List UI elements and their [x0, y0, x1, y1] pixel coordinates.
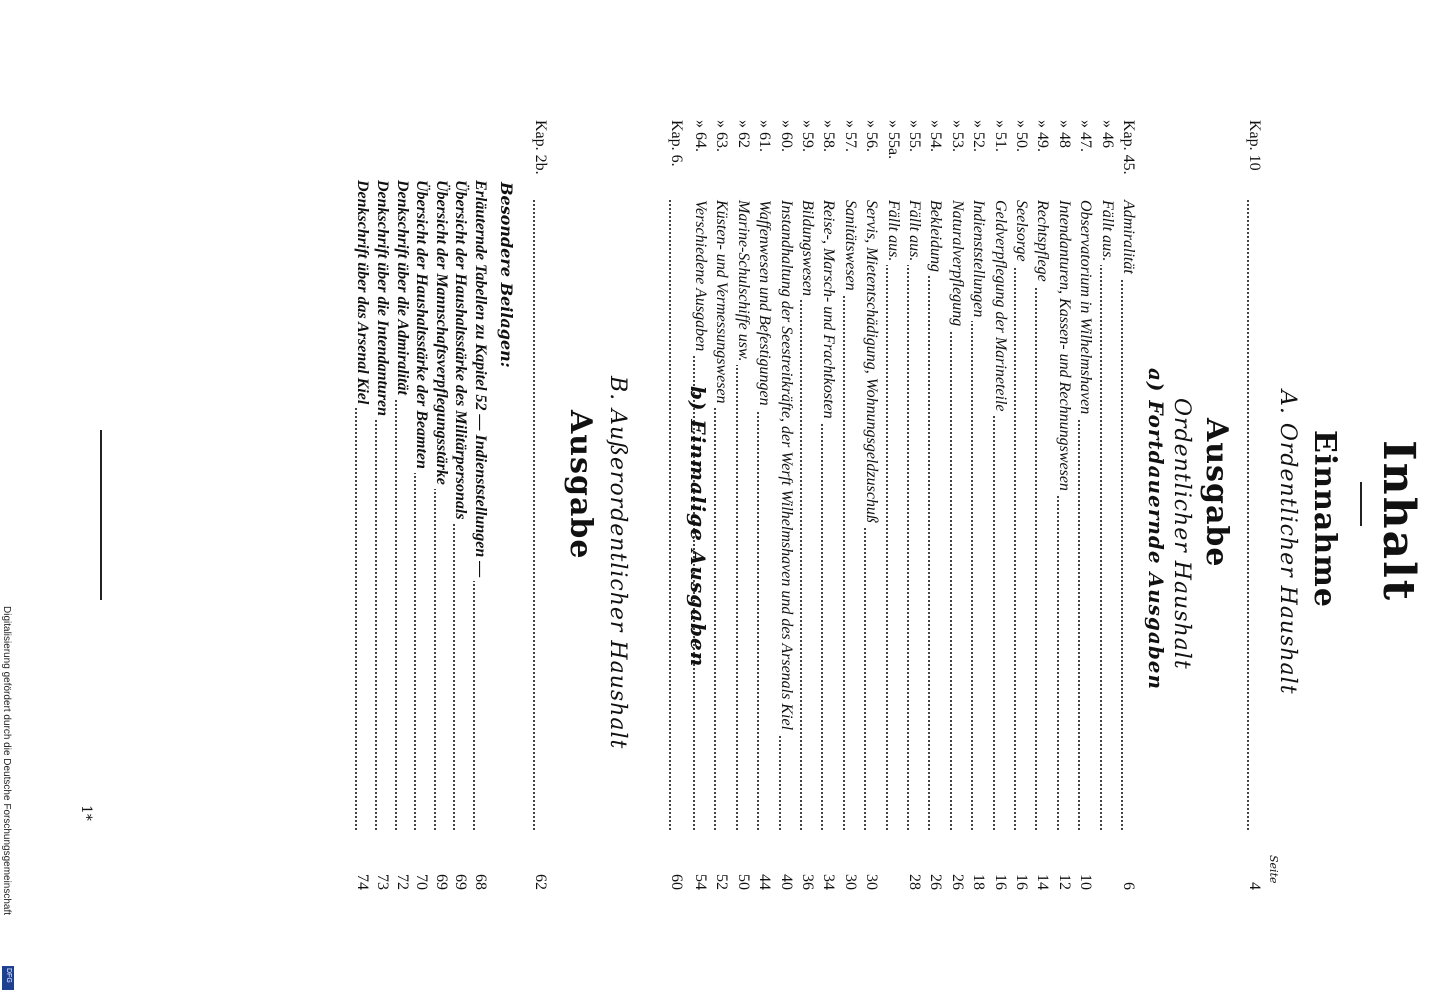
page-number: 12	[1055, 874, 1073, 890]
entry-label: Indienststellungen	[968, 200, 988, 321]
kap-number: » 64.	[692, 120, 709, 152]
einnahme-heading: Einnahme	[1307, 430, 1342, 608]
kap-number: » 52.	[970, 120, 988, 152]
page-number: 26	[948, 874, 966, 890]
entry-label: Observatorium in Wilhelmshaven	[1075, 200, 1095, 418]
entry-label: Fällt aus.	[883, 200, 903, 265]
toc-row	[352, 180, 372, 890]
kap-number: » 54.	[927, 120, 945, 152]
page-number: 74	[354, 874, 372, 890]
ausgabe-sub: Ordentlicher Haushalt	[1169, 398, 1194, 670]
leader-dots	[669, 200, 686, 830]
page-number: 4	[1246, 882, 1263, 890]
page-number: 60	[668, 874, 685, 890]
page-number: 18	[970, 874, 988, 890]
page-number: 26	[927, 874, 945, 890]
digitization-credit	[0, 606, 14, 990]
page-number: 16	[991, 874, 1009, 890]
dfg-logo-text: DFG	[5, 968, 12, 983]
page-number: 30	[841, 874, 859, 890]
page-number: 52	[713, 874, 731, 890]
leader-dots	[886, 200, 903, 830]
kap-number: Kap. 6.	[668, 120, 685, 167]
page-number: 72	[393, 874, 411, 890]
page-number: 36	[799, 874, 816, 890]
page-number: 30	[863, 874, 881, 890]
kap-number: » 51.	[991, 120, 1009, 152]
kap-number: » 55.	[906, 120, 923, 152]
entry-label: Denkschrift über das Arsenal Kiel	[352, 180, 372, 408]
kap-number: » 48	[1055, 120, 1073, 148]
entry-label: Bekleidung	[925, 200, 945, 276]
ausgabe-heading: Ausgabe	[1199, 418, 1234, 568]
closing-rule	[100, 430, 102, 600]
kap-number: » 46	[1098, 120, 1116, 148]
toc-row	[1011, 120, 1031, 890]
toc-row	[1097, 120, 1117, 890]
toc-row	[947, 120, 967, 890]
page-number: 69	[432, 874, 450, 890]
toc-row	[450, 180, 470, 890]
entry-label: Intendanturen, Kassen- und Rechnungswesen	[1054, 200, 1074, 495]
entry-label: Admiralität	[1118, 200, 1138, 278]
dfg-logo	[2, 966, 14, 990]
seite-label: Seite	[1267, 855, 1280, 884]
toc-row	[470, 180, 490, 890]
toc-row	[861, 120, 881, 890]
kap-number: » 50.	[1013, 120, 1030, 152]
page-number: 44	[756, 874, 774, 890]
page-number: 28	[906, 874, 923, 890]
kap-number: Kap. 2b.	[532, 120, 549, 175]
ausserordentlich-heading: B. Außerordentlicher Haushalt	[605, 376, 630, 750]
toc-row	[1054, 120, 1074, 890]
entry-label: Servis, Mietentschädigung, Wohnungsgeldzuschuß	[861, 200, 881, 527]
page-number: 68	[472, 874, 489, 890]
entry-label: Küsten- und Vermessungswesen	[711, 200, 731, 408]
entry-label: Waffenwesen und Befestigungen	[754, 200, 774, 410]
kap-number: » 53.	[948, 120, 966, 152]
page-mark: 1*	[78, 805, 94, 821]
fortdauernd-heading: a) Fortdauernde Ausgaben	[1144, 368, 1168, 691]
page-number: 10	[1077, 874, 1095, 890]
page-number: 16	[1013, 874, 1030, 890]
leader-dots	[1121, 200, 1138, 830]
entry-label: Verschiedene Ausgaben	[690, 200, 710, 355]
entry-label: Marine-Schulschiffe usw.	[733, 200, 753, 365]
leader-dots	[907, 200, 924, 830]
toc-row	[925, 120, 945, 890]
kap-number: » 59.	[799, 120, 816, 152]
einnahme-sub: A. Ordentlicher Haushalt	[1275, 390, 1300, 695]
entry-label: Fällt aus.	[904, 200, 924, 265]
entry-label: Denkschrift über die Intendanturen	[372, 180, 392, 420]
ausserordentlich-row	[530, 120, 550, 890]
leader-dots	[928, 200, 945, 830]
page-number: 50	[734, 874, 752, 890]
kap-number: » 55a.	[884, 120, 902, 160]
toc-row	[776, 120, 796, 890]
kap-number: » 63.	[713, 120, 731, 152]
entry-label: Reise-, Marsch- und Frachtkosten	[818, 200, 838, 423]
toc-row	[1118, 120, 1138, 890]
kap-number: » 49.	[1034, 120, 1052, 152]
kap-number: » 56.	[863, 120, 881, 152]
page-number: 54	[692, 874, 709, 890]
entry-label: Seelsorge	[1011, 200, 1031, 266]
title-rule	[1360, 482, 1362, 526]
entry-label: Bildungswesen	[797, 200, 817, 300]
entry-label: Instandhaltung der Seestreitkräfte, der Werft Wilhelmshaven und des Arsenals Kiel	[776, 200, 796, 734]
leader-dots	[1100, 200, 1117, 830]
toc-row	[411, 180, 431, 890]
page-number: 73	[374, 874, 391, 890]
toc-row	[797, 120, 817, 890]
einmalig-row	[666, 120, 686, 890]
page-number: 70	[413, 874, 431, 890]
kap-number: » 61.	[756, 120, 774, 152]
page-number: 62	[532, 874, 549, 890]
toc-row	[990, 120, 1010, 890]
toc-row	[840, 120, 860, 890]
page-number: 6	[1120, 882, 1137, 890]
toc-row	[392, 180, 412, 890]
kap-number: Kap. 10	[1246, 120, 1263, 171]
entry-label: Geldverpflegung der Marineteile	[990, 200, 1010, 416]
kap-number: Kap. 45.	[1120, 120, 1137, 175]
entry-label: Rechtspflege	[1032, 200, 1052, 286]
entry-label: Übersicht der Haushaltsstärke der Beamten	[411, 180, 431, 473]
entry-label: Denkschrift über die Admiralität	[392, 180, 412, 399]
page-number: 40	[777, 874, 795, 890]
toc-row	[711, 120, 731, 890]
toc-row	[904, 120, 924, 890]
entry-label: Fällt aus.	[1097, 200, 1117, 265]
einnahme-row	[1244, 120, 1264, 890]
leader-dots	[1247, 200, 1264, 830]
toc-row	[754, 120, 774, 890]
einmalig-heading: b) Einmalige Ausgaben	[686, 386, 710, 668]
toc-row	[968, 120, 988, 890]
page-number: 34	[820, 874, 838, 890]
entry-label: Sanitätswesen	[840, 200, 860, 295]
leader-dots	[1014, 200, 1031, 830]
ausserordentlich-sub: Ausgabe	[563, 410, 598, 560]
toc-row	[818, 120, 838, 890]
kap-number: » 58.	[820, 120, 838, 152]
page-number: 69	[452, 874, 470, 890]
toc-row	[431, 180, 451, 890]
kap-number: » 47.	[1077, 120, 1095, 152]
toc-row	[733, 120, 753, 890]
entry-label: Übersicht der Mannschaftsverpflegungsstärke	[431, 180, 451, 489]
entry-label: Erläuternde Tabellen zu Kapitel 52 — Indienststellungen —	[470, 180, 490, 581]
leader-dots	[1035, 200, 1052, 830]
entry-label: Übersicht der Haushaltsstärke des Militärpersonals	[450, 180, 470, 524]
leader-dots	[533, 200, 550, 830]
credit-text: Digitalisierung gefördert durch die Deutsche Forschungsgemeinschaft	[1, 606, 12, 916]
toc-row	[1032, 120, 1052, 890]
kap-number: » 62	[734, 120, 752, 148]
page-title: Inhalt	[1373, 440, 1424, 603]
beilagen-heading: Besondere Beilagen:	[497, 182, 516, 368]
toc-row	[1075, 120, 1095, 890]
toc-row	[372, 180, 392, 890]
page-number: 14	[1034, 874, 1052, 890]
entry-label: Naturalverpflegung	[947, 200, 967, 330]
kap-number: » 57.	[841, 120, 859, 152]
kap-number: » 60.	[777, 120, 795, 152]
toc-row	[883, 120, 903, 890]
